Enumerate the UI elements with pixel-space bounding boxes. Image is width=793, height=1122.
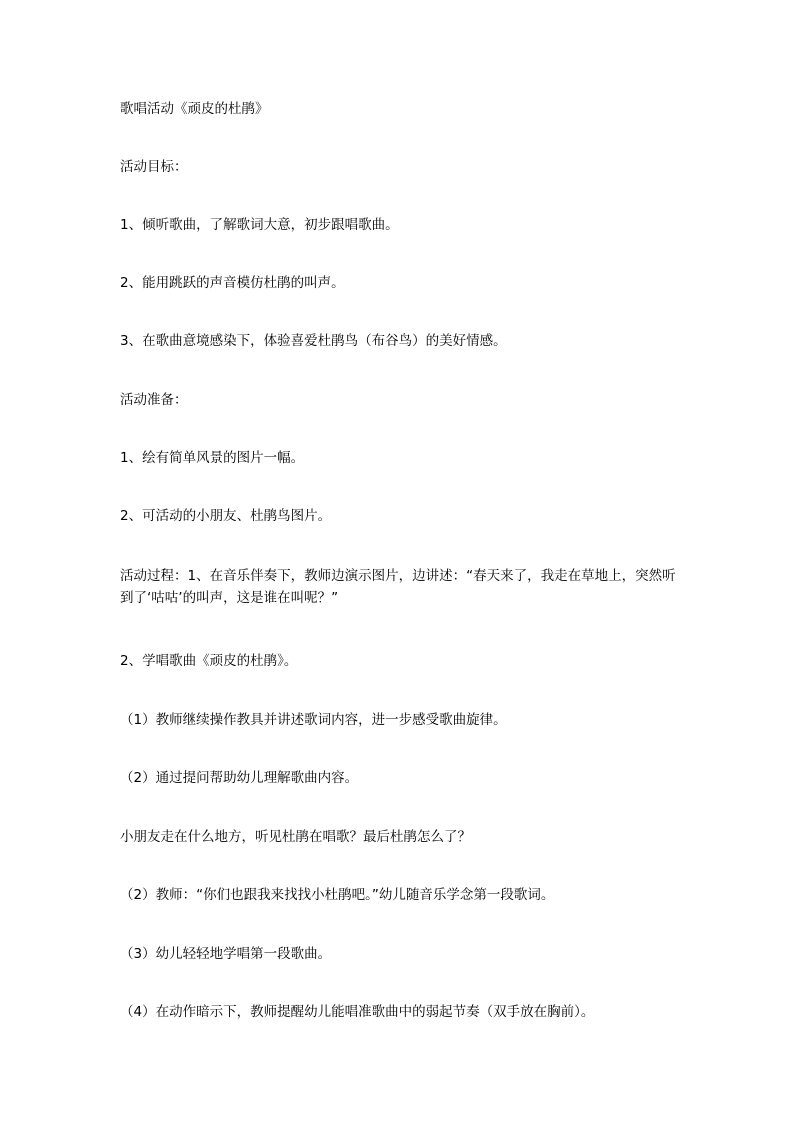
goal-item-2: 2、能用跳跃的声音模仿杜鹃的叫声。 (120, 275, 345, 291)
process-substep-3: （3）幼儿轻轻地学唱第一段歌曲。 (120, 946, 332, 962)
process-substep-4: （4）在动作暗示下，教师提醒幼儿能唱准歌曲中的弱起节奏（双手放在胸前）。 (120, 1004, 595, 1020)
process-question: 小朋友走在什么地方，听见杜鹃在唱歌？最后杜鹃怎么了？ (120, 829, 471, 845)
document-title: 歌唱活动《顽皮的杜鹃》 (120, 101, 269, 117)
process-substep-1: （1）教师继续操作教具并讲述歌词内容，进一步感受歌曲旋律。 (120, 712, 507, 728)
preparation-item-1: 1、绘有简单风景的图片一幅。 (120, 450, 305, 466)
preparation-item-2: 2、可活动的小朋友、杜鹃鸟图片。 (120, 508, 332, 524)
section-heading-goals: 活动目标： (120, 159, 188, 175)
goal-item-3: 3、在歌曲意境感染下，体验喜爱杜鹃鸟（布谷鸟）的美好情感。 (120, 333, 507, 349)
section-heading-preparation: 活动准备： (120, 392, 188, 408)
process-step-2: 2、学唱歌曲《顽皮的杜鹃》。 (120, 653, 298, 669)
goal-item-1: 1、倾听歌曲，了解歌词大意，初步跟唱歌曲。 (120, 217, 399, 233)
process-step-1: 活动过程：1、在音乐伴奏下，教师边演示图片，边讲述：“春天来了，我走在草地上，突然听到了‘咕咕’的叫声，这是谁在叫呢？” (120, 568, 676, 606)
process-substep-2b: （2）教师：“你们也跟我来找找小杜鹃吧。”幼儿随音乐学念第一段歌词。 (120, 887, 555, 903)
process-substep-2: （2）通过提问帮助幼儿理解歌曲内容。 (120, 770, 359, 786)
